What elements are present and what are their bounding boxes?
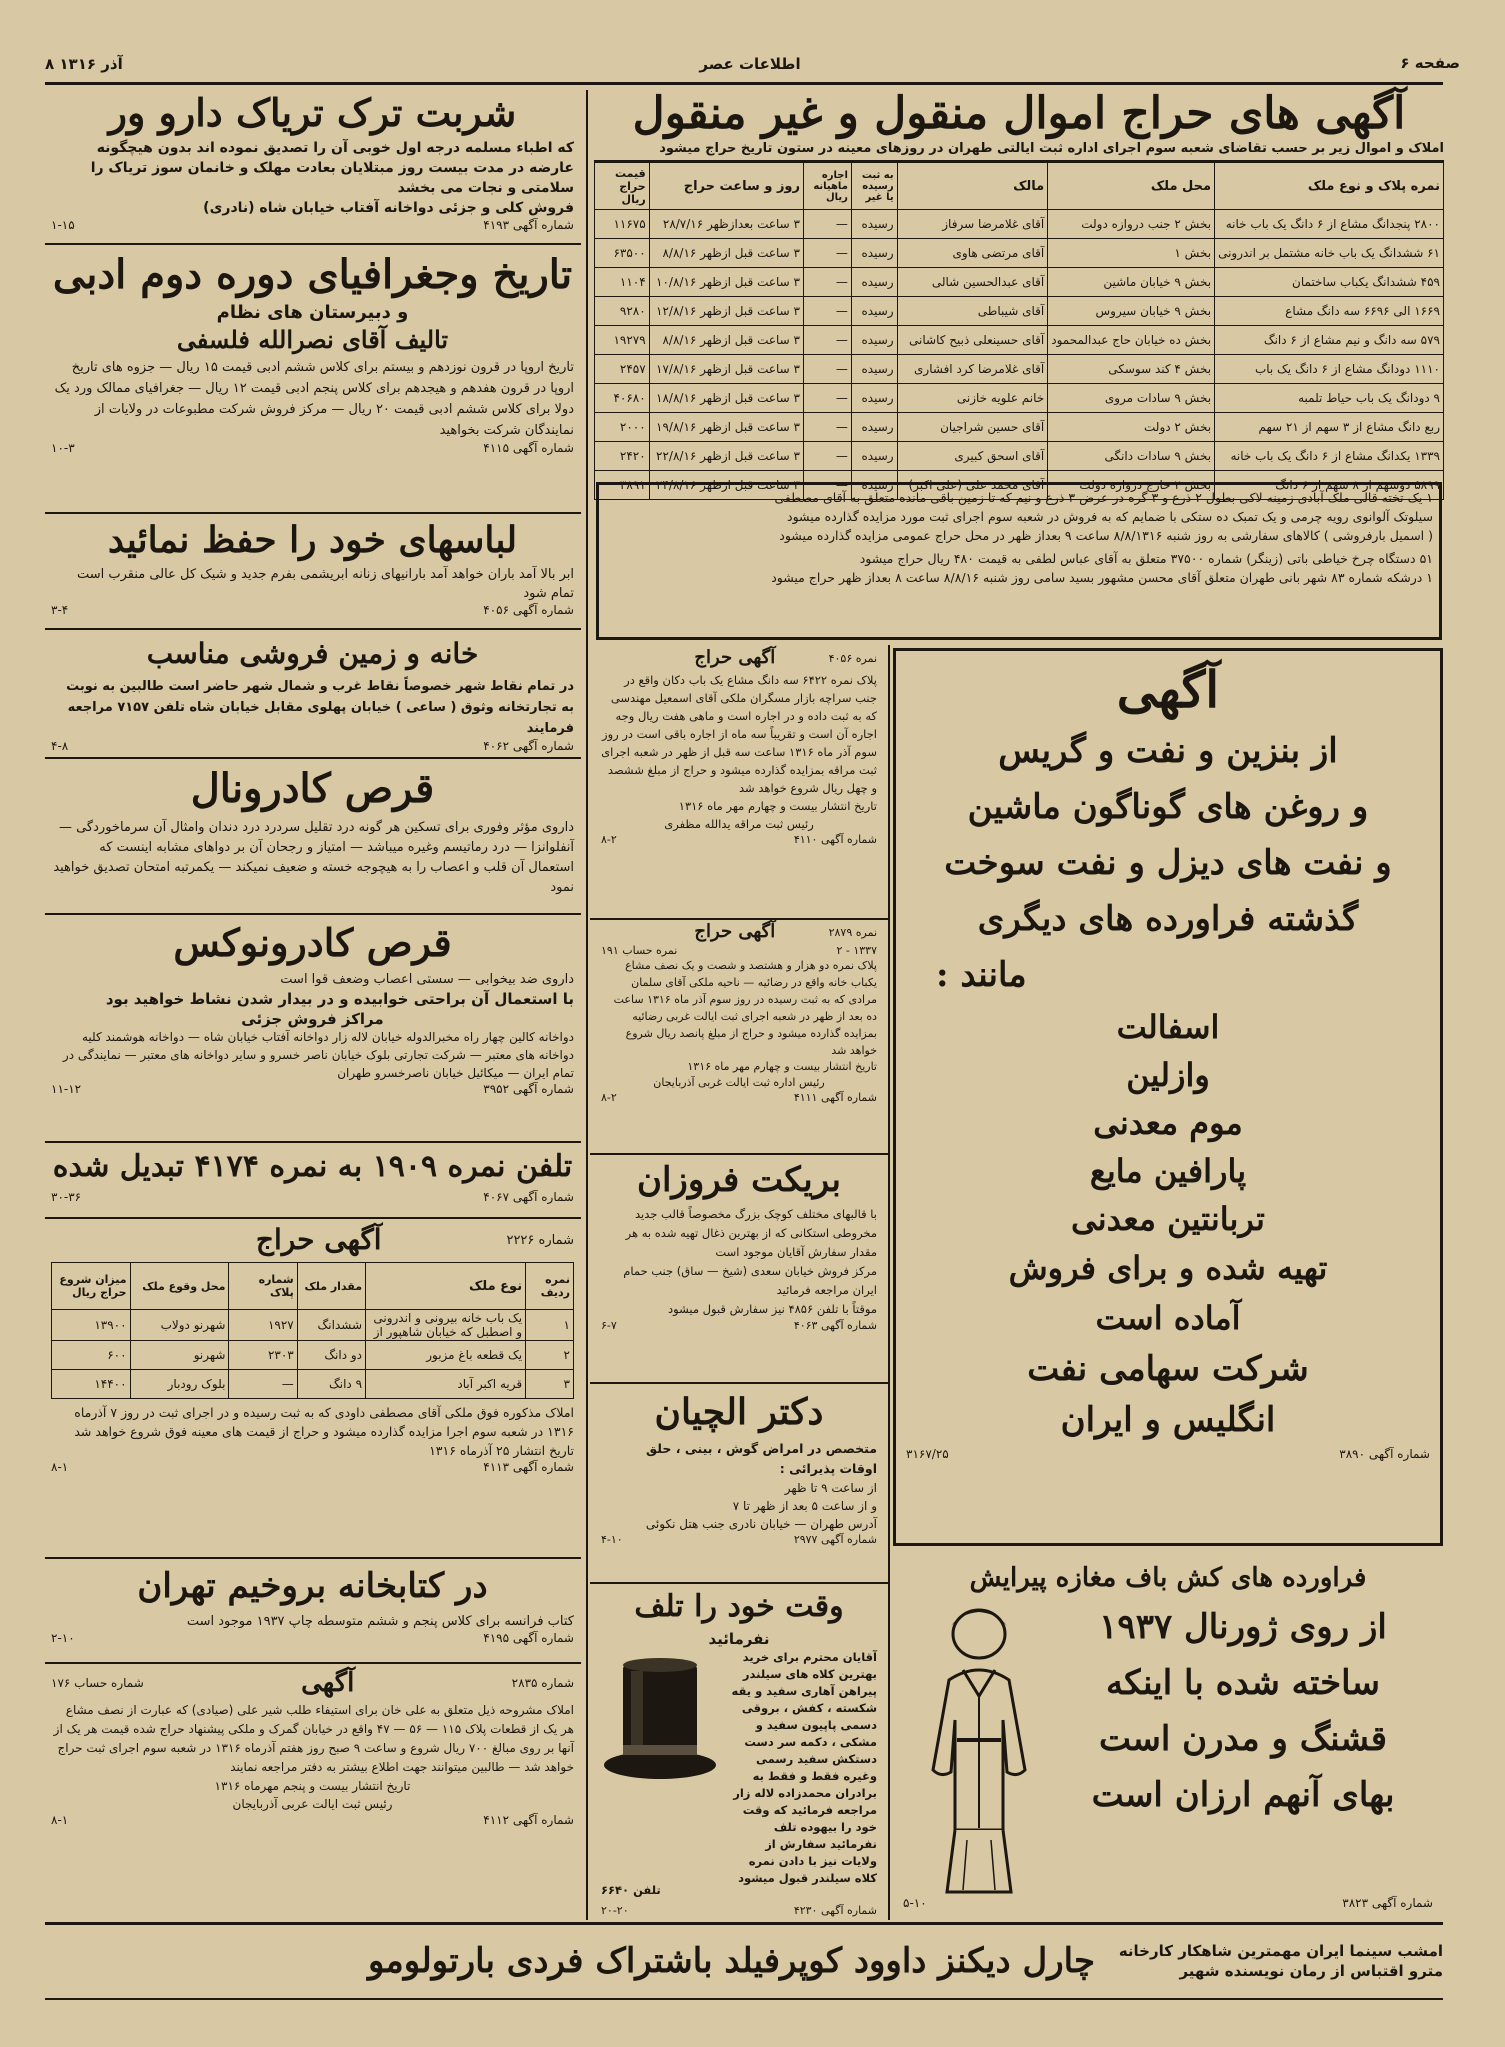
- table-cell: ۲۸۰۰ پنجدانگ مشاع از ۶ دانگ یک باب خانه: [1215, 210, 1444, 239]
- ad-hats-title2: نفرمائید: [708, 1630, 770, 1648]
- table-header-row: [52, 1263, 574, 1310]
- ad-hats-body: آقایان محترم برای خرید بهترین کلاه های سیلندر پیراهن آهاری سفید و یقه شکسته ، کفش ، بروقی دسمی پاپیون سفید و مشکی ، دکمه سر دست دستکش سفید رسمی وغیره فقط و فقط به برادران محمدزاده لاله زار مراجعه فرمائید که وقت خود را بیهوده تلف نفرمائید سفارش از ولایات نیز با دادن نمره کلاه سیلندر قبول میشود: [731, 1650, 877, 1885]
- table-cell: یک باب خانه بیرونی و اندرونی و اصطبل که خیابان شاهپور از: [366, 1310, 526, 1341]
- auction-third-title: آگهی: [301, 1668, 355, 1698]
- ad-code: ۱-۱۵: [51, 218, 75, 232]
- ad-doctor-hours: و از ساعت ۵ بعد از ظهر تا ۷: [732, 1499, 877, 1513]
- auction-main: [594, 88, 1444, 492]
- divider: [45, 628, 581, 630]
- ad-code: ۶-۷: [601, 1319, 617, 1332]
- divider: [45, 1217, 581, 1219]
- ad-auction-small-date: تاریخ انتشار بیست و چهارم مهر ماه ۱۳۱۶: [687, 1060, 877, 1073]
- column-divider: [888, 645, 890, 1920]
- ad-house: [45, 632, 580, 752]
- table-cell: ۳ ساعت قبل ازظهر ۱۸/۸/۱۶: [649, 384, 803, 413]
- table-cell: رسیده: [851, 442, 897, 471]
- footer-rule: [45, 1922, 1443, 1925]
- table-cell: رسیده: [851, 384, 897, 413]
- column-divider: [586, 90, 588, 1920]
- table-cell: ۲۴۲۰: [595, 442, 650, 471]
- ad-syrup: [45, 88, 580, 238]
- table-cell: ۱۶۶۹ الی ۶۶۹۶ سه دانگ مشاع: [1215, 297, 1444, 326]
- table-cell: بخش ۲ جنب دروازه دولت: [1048, 210, 1215, 239]
- table-cell: ۱۴۴۰۰: [52, 1370, 131, 1399]
- auction-second-title: آگهی حراج: [255, 1223, 382, 1256]
- ad-ref: شماره آگهی ۴۱۹۵: [483, 1631, 574, 1645]
- ad-syrup-title: شربت ترک تریاک دارو ور: [108, 90, 517, 135]
- table-cell: ۳ ساعت قبل ازظهر ۸/۸/۱۶: [649, 326, 803, 355]
- column-header: نوع ملک: [366, 1263, 526, 1310]
- table-cell: آقای شیباطی: [897, 297, 1048, 326]
- table-cell: ۱۳۳۹ یکدانگ مشاع از ۶ دانگ یک باب خانه: [1215, 442, 1444, 471]
- auction-note: ۵۱ دستگاه چرخ خیاطی باتی (زینگر) شماره ۳۷۵۰۰ متعلق به آقای عباس لطفی به قیمت ۴۸۰ ریال حراج میشود: [859, 551, 1433, 566]
- auction-notes: [596, 482, 1442, 640]
- column-header: نمره پلاک و نوع ملک: [1215, 163, 1444, 210]
- ad-cadornox-body3: دواخانه کالین چهار راه مخبرالدوله خیابان لاله زار دواخانه آفتاب خیابان شاه — دواخانه هوشمند کلیه دواخانه های معتبر — شرکت تجارتی بلوک خیابان ناصر خسرو و سایر دواخانه های معتبر — نمایندگی در تمام ایران — میکائیل خیابان ناصرخسرو طهران: [62, 1030, 574, 1080]
- divider: [45, 1141, 581, 1143]
- divider: [45, 1557, 581, 1559]
- ad-oil-product: اسفالت: [1116, 1008, 1220, 1046]
- table-cell: —: [804, 210, 852, 239]
- ad-tailor-line: قشنگ و مدرن است: [1099, 1719, 1387, 1759]
- table-row: [52, 1370, 574, 1399]
- table-cell: —: [804, 326, 852, 355]
- table-cell: آقای حسینعلی ذبیح کاشانی: [897, 326, 1048, 355]
- table-row: [595, 355, 1444, 384]
- ad-auction-small-title: آگهی حراج: [694, 647, 776, 668]
- ad-cadornal-body: داروی مؤثر وفوری برای تسکین هر گونه درد تقلیل سردرد درد دندان وامثال آن سرماخوردگی — آنفلوانزا — درد رماتیسم وغیره میباشد — امتیاز و رجحان آن بر دواهای مشابه اینست که استعمال آن قلب و اعصاب را به هیچوجه خسته و ضعیف نمیکند — یکمرتبه امتحان تصدیق خواهید نمود: [53, 820, 574, 895]
- column-header: به ثبت رسیده یا غیر: [851, 163, 897, 210]
- header-rule: [45, 82, 1443, 85]
- table-cell: —: [804, 268, 852, 297]
- ad-oil-product: وازلین: [1126, 1056, 1210, 1094]
- ad-code: ۱۰-۳: [51, 441, 75, 455]
- divider: [45, 243, 581, 245]
- table-cell: بخش ۹ سادات مروی: [1048, 384, 1215, 413]
- ad-cadornal: [45, 760, 580, 910]
- ad-history-book: [45, 248, 580, 508]
- table-cell: ۶۰۰: [52, 1341, 131, 1370]
- table-header-row: [595, 163, 1444, 210]
- table-cell: رسیده: [851, 413, 897, 442]
- table-cell: بخش ۲ خارج دروازه دولت: [1048, 471, 1215, 500]
- ad-ref: شماره آگهی ۴۰۶۲: [483, 739, 574, 753]
- ad-tailor: [893, 1552, 1443, 1920]
- auction-main-title: آگهی های حراج اموال منقول و غیر منقول: [632, 88, 1406, 139]
- ad-account: نمره حساب ۱۹۱: [601, 944, 678, 957]
- auction-second: [45, 1220, 580, 1555]
- ad-number: نمره ۲۸۷۹: [828, 925, 877, 939]
- ad-briquette-title: بریکت فروزان: [637, 1160, 841, 1200]
- table-cell: بخش ۹ خیابان سیروس: [1048, 297, 1215, 326]
- newspaper-name: اطلاعات عصر: [699, 55, 801, 73]
- ad-code: ۳۱۶۷/۲۵: [906, 1447, 949, 1461]
- ad-cadornox-body2: با استعمال آن براحتی خوابیده و در بیدار شدن نشاط خواهید بود: [105, 990, 574, 1008]
- ad-ref: شماره آگهی ۴۱۱۲: [483, 1813, 574, 1827]
- ad-doctor-hours: از ساعت ۹ تا ظهر: [784, 1481, 877, 1495]
- divider: [45, 913, 581, 915]
- ad-cadornox-body1: داروی ضد بیخوابی — سستی اعصاب وضعف قوا است: [280, 972, 574, 987]
- ad-ref: شماره آگهی ۴۱۹۳: [483, 218, 574, 232]
- table-row: [595, 268, 1444, 297]
- table-cell: بلوک رودبار: [130, 1370, 229, 1399]
- table-cell: ۹۲۸۰: [595, 297, 650, 326]
- table-cell: بخش ۴ کند سوسکی: [1048, 355, 1215, 384]
- ad-number: نمره ۴۰۵۶: [828, 651, 877, 665]
- table-cell: ۶۱ ششدانگ یک باب خانه مشتمل بر اندرونی: [1215, 239, 1444, 268]
- ad-code: ۳۰-۳۶: [51, 1190, 82, 1204]
- table-cell: خانم علویه خازنی: [897, 384, 1048, 413]
- auction-note: ۱ یک تخته قالی ملک آبادی زمینه لاکی بطول ۲ ذرع و ۳ گره در عرض ۳ ذرع و نیم که تا زمین باقی مانده متعلق به آقای مصطفی: [774, 490, 1433, 505]
- ad-house-body: در تمام نقاط شهر خصوصاً نقاط غرب و شمال شهر حاضر است طالبین به نوبت به تجارتخانه وثوق ( ساعی ) خیابان پهلوی مقابل خیابان شاه تلفن ۷۱۵۷ مراجعه فرمایند: [66, 679, 574, 736]
- ad-ref: شماره آگهی ۳۹۵۲: [483, 1082, 574, 1096]
- auction-main-subtitle: املاک و اموال زیر بر حسب تقاضای شعبه سوم اجرای اداره ثبت ایالتی طهران در روزهای معینه در ستون تاریخ حراج میشود: [594, 140, 1444, 162]
- auction-third: [45, 1665, 580, 1920]
- ad-doctor: [595, 1385, 883, 1580]
- table-cell: آقای حسین شراجیان: [897, 413, 1048, 442]
- table-cell: ۳ ساعت قبل ازظهر ۲۲/۸/۱۶: [649, 442, 803, 471]
- ad-code: ۳-۴: [51, 603, 69, 617]
- auction-second-number: شماره ۲۲۲۶: [506, 1232, 574, 1248]
- ad-auction-small-2: [595, 920, 883, 1152]
- footer-cinema-text: امشب سینما ایران مهمترین شاهکار کارخانه مترو اقتباس از رمان نویسنده شهیر: [1118, 1942, 1443, 1980]
- table-row: [595, 442, 1444, 471]
- ad-oil-line: و روغن های گوناگون ماشین: [967, 787, 1369, 827]
- table-cell: ۱: [526, 1310, 574, 1341]
- table-cell: ۹ دودانگ یک باب حیاط تلمبه: [1215, 384, 1444, 413]
- ad-hats-title: وقت خود را تلف: [634, 1589, 844, 1624]
- table-cell: رسیده: [851, 268, 897, 297]
- table-cell: ۲۰۰۰: [595, 413, 650, 442]
- table-cell: بخش ۲ دولت: [1048, 413, 1215, 442]
- ad-history-sub: و دبیرستان های نظام: [216, 302, 409, 323]
- footer-rule: [45, 1998, 1443, 2000]
- ad-bookstore-body: کتاب فرانسه برای کلاس پنجم و ششم متوسطه چاپ ۱۹۳۷ موجود است: [186, 1614, 574, 1629]
- auction-third-body: املاک مشروحه ذیل متعلق به علی خان برای استیفاء طلب شیر علی (صیادی) که عبارت از نصف مشاع هر یک از قطعات پلاک ۱۱۵ — ۵۶ — ۴۷ واقع در خیابان گمرک و ملکی پیشنهاد حراج شده قیمت هر یک از آنها بر روی مبالغ ۷۰۰ ریال شروع و ساعت ۹ صبح روز هفتم آذرماه ۱۳۱۶ در شعبه سوم اجرای ثبت حراج خواهد شد — طالبین میتوانند جهت اطلاع بیشتر به دفتر مراجعه نمایند: [53, 1703, 574, 1774]
- ad-auction-small-title: آگهی حراج: [694, 921, 776, 942]
- table-cell: ۵۸۹۹ دوسهم از ۸ سهم از ۶ دانگ: [1215, 471, 1444, 500]
- table-cell: دو دانگ: [297, 1341, 365, 1370]
- table-cell: یک قطعه باغ مزبور: [366, 1341, 526, 1370]
- table-cell: ۳ ساعت بعدازظهر ۲۸/۷/۱۶: [649, 210, 803, 239]
- table-row: [595, 239, 1444, 268]
- auction-second-date: تاریخ انتشار ۲۵ آذرماه ۱۳۱۶: [429, 1443, 574, 1458]
- table-cell: —: [804, 471, 852, 500]
- table-cell: ۲۳۰۳: [229, 1341, 297, 1370]
- table-cell: ۶۳۵۰۰: [595, 239, 650, 268]
- table-cell: ۳ ساعت قبل ازظهر ۸/۸/۱۶: [649, 239, 803, 268]
- ad-ref: شماره آگهی ۴۱۱۰: [793, 833, 877, 846]
- ad-doctor-address: آدرس طهران — خیابان نادری جنب هتل نکوئی: [645, 1517, 877, 1531]
- ad-ref: شماره آگهی ۲۹۷۷: [793, 1533, 877, 1546]
- divider: [45, 512, 581, 514]
- ad-ref: شماره آگهی ۴۰۶۳: [793, 1319, 877, 1332]
- ad-bookstore: [45, 1560, 580, 1660]
- ad-briquette: [595, 1155, 883, 1380]
- ad-oil-company: انگلیس و ایران: [1060, 1400, 1276, 1440]
- table-cell: بخش ۱: [1048, 239, 1215, 268]
- ad-bookstore-title: در کتابخانه بروخیم تهران: [137, 1566, 488, 1606]
- ad-hats: [595, 1585, 883, 1920]
- ad-oil-line: گذشته فراورده های دیگری: [977, 899, 1359, 939]
- ad-oil-line: مانند :: [936, 955, 1027, 995]
- table-cell: رسیده: [851, 239, 897, 268]
- column-header: نمره ردیف: [526, 1263, 574, 1310]
- ad-house-title: خانه و زمین فروشی مناسب: [146, 637, 479, 670]
- ad-code: ۴-۸: [51, 739, 69, 753]
- ad-code: ۸-۲: [601, 833, 617, 846]
- ad-tailor-line: ساخته شده با اینکه: [1105, 1663, 1380, 1703]
- table-row: [52, 1310, 574, 1341]
- ad-auction-small-office: رئیس ثبت مراقه یدالله مظفری: [664, 817, 814, 831]
- ad-syrup-sales: فروش کلی و جزئی دواخانه آفتاب خیابان شاه (نادری): [203, 200, 574, 216]
- table-cell: —: [804, 355, 852, 384]
- column-header: قیمت حراج ریال: [595, 163, 650, 210]
- table-cell: آقای اسحق کبیری: [897, 442, 1048, 471]
- ad-oil: [893, 648, 1443, 1546]
- table-cell: ۱۹۲۷۹: [595, 326, 650, 355]
- ad-doctor-hours-label: اوقات پذیرائی :: [779, 1461, 877, 1476]
- ad-briquette-phone: موقتاً با تلفن ۴۸۵۶ نیز سفارش قبول میشود: [668, 1302, 877, 1316]
- ad-ref: شماره آگهی ۴۱۱۵: [483, 441, 574, 455]
- ad-ref: شماره آگهی ۴۱۱۱: [793, 1091, 877, 1104]
- ad-briquette-body: با قالبهای مختلف کوچک بزرگ مخصوصاً قالب جدید مخروطی استکانی که از بهترین ذغال تهیه شده به هر مقدار سفارش آقایان موجود است: [625, 1207, 877, 1259]
- column-header: محل ملک: [1048, 163, 1215, 210]
- table-cell: رسیده: [851, 297, 897, 326]
- ad-oil-product: تربانتین معدنی: [1071, 1200, 1265, 1238]
- table-cell: —: [229, 1370, 297, 1399]
- table-cell: ۳ ساعت قبل ازظهر ۲۴/۸/۱۶: [649, 471, 803, 500]
- ad-oil-product: موم معدنی: [1093, 1104, 1243, 1142]
- table-cell: بخش ۹ خیابان ماشین: [1048, 268, 1215, 297]
- column-header: میزان شروع حراج ریال: [52, 1263, 131, 1310]
- table-cell: —: [804, 297, 852, 326]
- ad-briquette-sales: مرکز فروش خیابان سعدی (شیخ — ساق) جنب حمام ایران مراجعه فرمائید: [623, 1264, 877, 1297]
- table-cell: شهرنو: [130, 1341, 229, 1370]
- table-cell: رسیده: [851, 210, 897, 239]
- issue-date: ۸ آذر ۱۳۱۶: [45, 55, 123, 73]
- table-cell: رسیده: [851, 355, 897, 384]
- ad-hats-phone: تلفن ۶۶۴۰: [601, 1883, 661, 1897]
- footer-cinema-banner: [45, 1926, 1443, 1996]
- ad-cadornox-title: قرص کادرونوکس: [173, 920, 452, 965]
- table-cell: —: [804, 413, 852, 442]
- ad-auction-small-office: رئیس اداره ثبت ایالت غربی آذربایجان: [653, 1076, 825, 1089]
- top-hat-illustration: [601, 1653, 719, 1803]
- table-cell: آقای مرتضی هاوی: [897, 239, 1048, 268]
- auction-note: ( اسمیل بارفروشی ) کالاهای سفارشی به روز شنبه ۸/۸/۱۳۱۶ ساعت ۹ بعداز ظهر در محل حراج عمومی مزایده گذارده میشود: [779, 528, 1433, 543]
- ad-phone: [45, 1144, 580, 1216]
- column-header: اجاره ماهیانه ریال: [804, 163, 852, 210]
- table-cell: رسیده: [851, 326, 897, 355]
- column-header: مقدار ملک: [297, 1263, 365, 1310]
- table-row: [52, 1341, 574, 1370]
- ad-oil-line: از بنزین و نفت و گریس: [998, 731, 1338, 771]
- ad-auction-small-date: تاریخ انتشار بیست و چهارم مهر ماه ۱۳۱۶: [678, 799, 877, 813]
- ad-code: ۲-۱۰: [51, 1631, 75, 1645]
- table-cell: —: [804, 384, 852, 413]
- column-header: مالک: [897, 163, 1048, 210]
- ad-ref: شماره آگهی ۳۸۹۰: [1339, 1447, 1430, 1461]
- ad-code: ۸-۲: [601, 1091, 617, 1104]
- table-cell: قریه اکبر آباد: [366, 1370, 526, 1399]
- ad-ref: شماره آگهی ۴۱۱۳: [483, 1460, 574, 1474]
- table-cell: ۳ ساعت قبل ازظهر ۱۹/۸/۱۶: [649, 413, 803, 442]
- table-row: [595, 210, 1444, 239]
- table-row: [595, 413, 1444, 442]
- table-cell: ۳: [526, 1370, 574, 1399]
- column-header: روز و ساعت حراج: [649, 163, 803, 210]
- ad-cadornox-centers: مراکز فروش جزئی: [241, 1010, 384, 1028]
- table-cell: شهرنو دولاب: [130, 1310, 229, 1341]
- ad-date-top: ۱۳۳۷ - ۲: [836, 944, 877, 957]
- woman-figure-illustration: [907, 1600, 1047, 1900]
- ad-auction-small-body: پلاک نمره ۶۴۲۲ سه دانگ مشاع یک باب دکان واقع در جنب سراچه بازار مسگران ملکی آقای اسمعیل مهندسی که به ثبت داده و در اجاره است و ماهی هفت ریال وجه اجاره آن است و تقریباً سه ماه از اجاره باقی است در روز سوم آذر ماه ۱۳۱۶ ساعت سه قبل از ظهر در شعبه اجرای ثبت مراقه بمزایده گذارده میشود و حراج از مبلغ ششصد و چهل ریال شروع خواهد شد: [601, 673, 877, 795]
- table-row: [595, 297, 1444, 326]
- table-cell: بخش ۹ سادات دانگی: [1048, 442, 1215, 471]
- auction-third-office: رئیس ثبت ایالت عربی آذربایجان: [232, 1797, 393, 1811]
- ad-clothes-body: ابر بالا آمد باران خواهد آمد بارانیهای زنانه ابریشمی بفرم جدید و شیک کل عالی منقرب است تمام شود: [76, 567, 574, 601]
- ad-code: ۴-۱۰: [601, 1533, 623, 1546]
- ad-syrup-body: که اطباء مسلمه درجه اول خوبی آن را تصدیق نموده اند بدون هیچگونه عارضه در مدت بیست روز مبتلایان بعادت مهلک و خانمان سوز تریاک را سلامتی و نجات می بخشد: [90, 140, 574, 196]
- ad-oil-line: آماده است: [1095, 1299, 1241, 1337]
- auction-third-account: شماره حساب ۱۷۶: [51, 1676, 144, 1690]
- table-row: [595, 326, 1444, 355]
- ad-cadornal-title: قرص کادرونال: [190, 765, 435, 812]
- table-cell: ۲۴۵۷: [595, 355, 650, 384]
- ad-ref: شماره آگهی ۴۲۳۰: [793, 1904, 877, 1917]
- page-number: صفحه ۶: [1400, 54, 1460, 72]
- ad-tailor-line: از روی ژورنال ۱۹۳۷: [1099, 1607, 1387, 1647]
- auction-main-table: [594, 162, 1444, 500]
- ad-clothes-title: لباسهای خود را حفظ نمائید: [107, 519, 518, 561]
- ad-code: ۱۱-۱۲: [51, 1082, 82, 1096]
- footer-cinema-headline: چارل دیکنز داوود کوپرفیلد باشتراک فردی بارتولومو: [367, 1941, 1095, 1981]
- ad-history-body: تاریخ اروپا در قرون نوزدهم و بیستم برای کلاس ششم ادبی قیمت ۱۵ ریال — جزوه های تاریخ اروپا در قرون هفدهم و هیجدهم برای کلاس پنجم ادبی قیمت ۱۲ ریال — جغرافیای ممالک ورد یک دولا برای کلاس ششم ادبی قیمت ۲۰ ریال — مرکز فروش شرکت مطبوعات در ولایات از نمایندگان شرکت بخواهید: [54, 360, 574, 438]
- table-cell: ۱۹۲۷: [229, 1310, 297, 1341]
- ad-auction-small-1: [595, 645, 883, 917]
- ad-history-author: تالیف آقای نصرالله فلسفی: [176, 325, 449, 354]
- auction-third-number: شماره ۲۸۳۵: [511, 1676, 574, 1690]
- table-cell: ۹ دانگ: [297, 1370, 365, 1399]
- ad-code: ۲۰-۲۰: [601, 1904, 629, 1917]
- ad-clothes: [45, 515, 580, 625]
- auction-note: ۱ درشکه شماره ۸۳ شهر بانی طهران متعلق آقای محسن مشهور بسید سامی روز شنبه ۸/۸/۱۶ ساعت ۸ بعداز ظهر حراج میشود: [771, 570, 1433, 585]
- column-header: محل وقوع ملک: [130, 1263, 229, 1310]
- ad-doctor-title: دکتر الچیان: [654, 1391, 824, 1433]
- table-cell: ۴۵۹ ششدانگ یکباب ساختمان: [1215, 268, 1444, 297]
- table-cell: ۵۷۹ سه دانگ و نیم مشاع از ۶ دانگ: [1215, 326, 1444, 355]
- table-cell: ۲: [526, 1341, 574, 1370]
- table-cell: ۱۳۹۰۰: [52, 1310, 131, 1341]
- ad-oil-company: شرکت سهامی نفت: [1027, 1349, 1309, 1389]
- ad-doctor-spec: متخصص در امراض گوش ، بینی ، حلق: [646, 1441, 877, 1456]
- ad-history-title: تاریخ وجغرافیای دوره دوم ادبی: [52, 251, 573, 298]
- ad-tailor-line: بهای آنهم ارزان است: [1091, 1775, 1395, 1815]
- ad-oil-product: پارافین مایع: [1089, 1152, 1247, 1190]
- table-cell: ربع دانگ مشاع از ۳ سهم از ۲۱ سهم: [1215, 413, 1444, 442]
- table-cell: ۳ ساعت قبل ازظهر ۱۷/۸/۱۶: [649, 355, 803, 384]
- table-cell: رسیده: [851, 471, 897, 500]
- table-cell: ۱۱۶۷۵: [595, 210, 650, 239]
- ad-ref: شماره آگهی ۴۰۶۷: [483, 1190, 574, 1204]
- ad-code: ۸-۱: [51, 1460, 69, 1474]
- auction-second-body: املاک مذکوره فوق ملکی آقای مصطفی داودی که به ثبت رسیده و در اجرای ثبت در روز ۷ آذرماه ۱۳۱۶ در شعبه سوم اجرا مزایده گذارده میشود و حراج از قیمت های معینه فوق شروع خواهد شد: [74, 1405, 574, 1439]
- divider: [45, 757, 581, 759]
- divider: [45, 1662, 581, 1664]
- ad-oil-title: آگهی: [1116, 660, 1220, 719]
- ad-ref: شماره آگهی ۳۸۲۳: [1342, 1896, 1433, 1910]
- table-cell: آقای غلامرضا کرد افشاری: [897, 355, 1048, 384]
- table-cell: ۳۸۹۱: [595, 471, 650, 500]
- ad-phone-title: تلفن نمره ۱۹۰۹ به نمره ۴۱۷۴ تبدیل شده: [52, 1149, 573, 1184]
- auction-third-date: تاریخ انتشار بیست و پنجم مهرماه ۱۳۱۶: [214, 1779, 411, 1793]
- table-cell: ۱۱۰۴: [595, 268, 650, 297]
- table-cell: بخش ده خیابان حاج عبدالمحمود: [1048, 326, 1215, 355]
- table-cell: ۳ ساعت قبل ازظهر ۱۲/۸/۱۶: [649, 297, 803, 326]
- auction-second-table: [51, 1262, 574, 1399]
- ad-oil-line: و نفت های دیزل و نفت سوخت: [944, 843, 1392, 883]
- divider: [590, 1582, 888, 1584]
- table-cell: ۴۰۶۸۰: [595, 384, 650, 413]
- ad-oil-line: تهیه شده و برای فروش: [1008, 1249, 1328, 1287]
- divider: [590, 1382, 888, 1384]
- ad-code: ۸-۱: [51, 1813, 69, 1827]
- ad-auction-small-body: پلاک نمره دو هزار و هشتصد و شصت و یک نصف مشاع یکباب خانه واقع در رضائیه — ناحیه ملکی آقای سلمان مرادی که به ثبت رسیده در روز سوم آذر ماه ۱۳۱۶ ساعت ده بعد از ظهر در شعبه اجرای ثبت ایالت غربی رضائیه بمزایده گذارده میشود و حراج از مبلغ پانصد ریال شروع خواهد شد: [613, 959, 877, 1057]
- table-cell: ۱۱۱۰ دودانگ مشاع از ۶ دانگ یک باب: [1215, 355, 1444, 384]
- ad-tailor-line: فراورده های کش باف مغازه پیرایش: [969, 1563, 1367, 1593]
- auction-note: سیلوتک آلوانوی رویه چرمی و یک تمبک ده ستکی با ضمایم که به فروش در شعبه سوم اجرای ثبت مورد مزایده گذارده میشود: [787, 509, 1433, 524]
- ad-code: ۵-۱۰: [903, 1896, 927, 1910]
- table-row: [595, 384, 1444, 413]
- table-cell: ۳ ساعت قبل ازظهر ۱۰/۸/۱۶: [649, 268, 803, 297]
- table-cell: —: [804, 442, 852, 471]
- table-cell: آقای محمد علی (علی اکبر): [897, 471, 1048, 500]
- ad-cadornox: [45, 916, 580, 1138]
- table-cell: —: [804, 239, 852, 268]
- table-cell: آقای غلامرضا سرفاز: [897, 210, 1048, 239]
- column-header: شماره پلاک: [229, 1263, 297, 1310]
- table-cell: ششدانگ: [297, 1310, 365, 1341]
- table-cell: آقای عبدالحسین شالی: [897, 268, 1048, 297]
- ad-ref: شماره آگهی ۴۰۵۶: [483, 603, 574, 617]
